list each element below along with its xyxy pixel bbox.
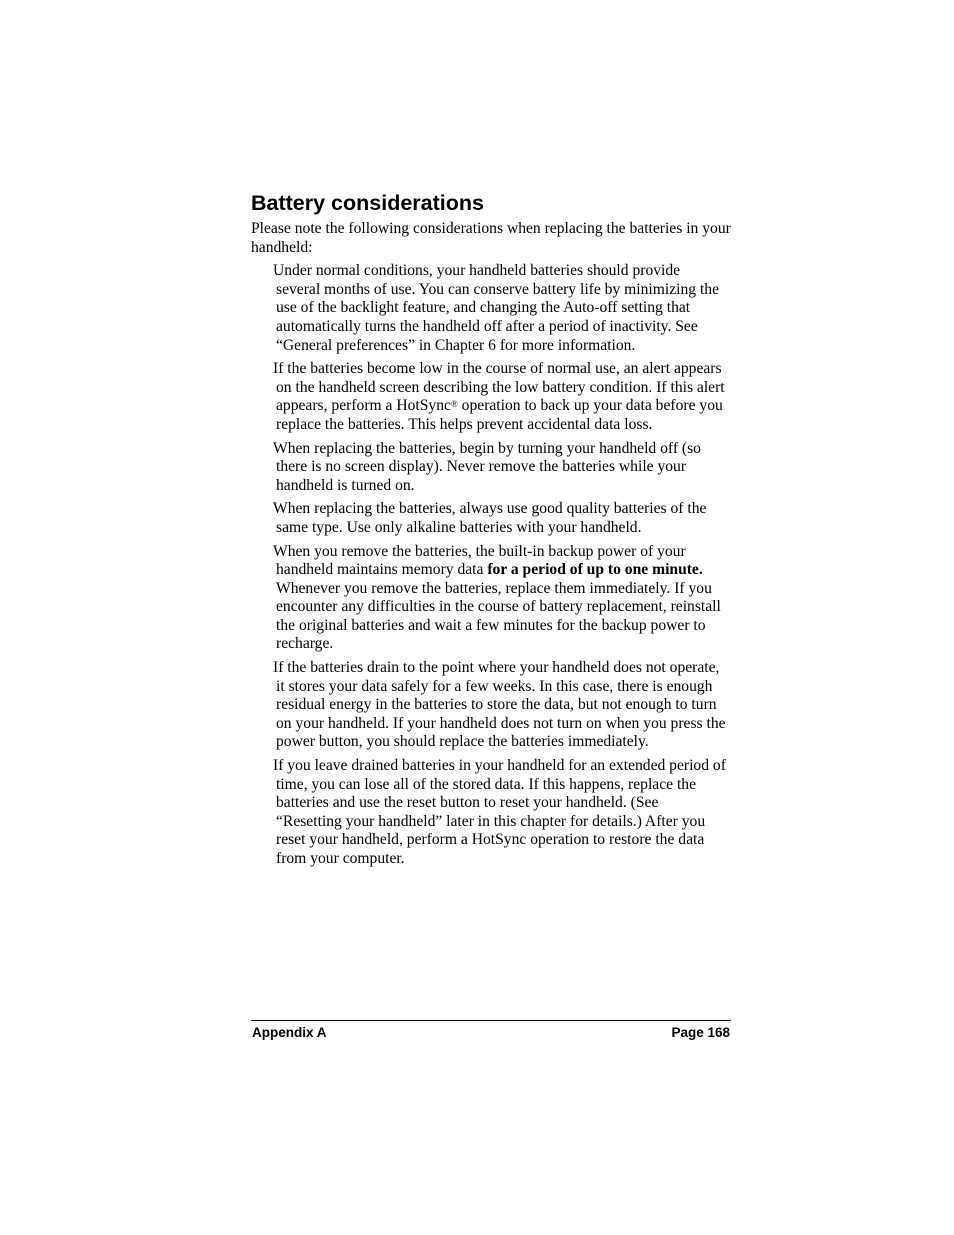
list-item-battery-life: Under normal conditions, your handheld batteries should provide several months of use. You can conserve battery life by minimizing the use of the backlight feature, and changing the Auto-off setting that automatically turns the handheld off after a period of inactivity. See “General preferences” in Chapter 6 for more information.	[273, 262, 720, 354]
footer-section-label: Appendix A	[252, 1025, 327, 1040]
list-item-drained-batteries: If the batteries drain to the point where your handheld does not operate, it stores your data safely for a few weeks. In this case, there is enough residual energy in the batteries to store the data, but not enough to turn on your handheld. If your handheld does not turn on when you press the power button, you should replace the batteries immediately.	[273, 659, 726, 751]
main-content	[251, 189, 731, 874]
registered-mark: ®	[450, 399, 458, 410]
list-item-text: Whenever you remove the batteries, replace them immediately. If you encounter any difficulties in the course of battery replacement, reinstall the original batteries and wait a few minutes for the backup power to recharge.	[276, 579, 721, 653]
list-item-backup-power	[251, 543, 728, 655]
list-item-data-loss: If you leave drained batteries in your handheld for an extended period of time, you can lose all of the stored data. If this happens, replace the batteries and use the reset button to reset your handheld. (See “Resetting your handheld” later in this chapter for details.) After you reset your handheld, perform a HotSync operation to restore the data from your computer.	[273, 757, 726, 867]
emphasis-text: for a period of up to one minute.	[487, 561, 703, 579]
list-item-turn-off: When replacing the batteries, begin by turning your handheld off (so there is no screen display). Never remove the batteries while your handheld is turned on.	[273, 439, 701, 494]
list-item-text: When you remove the batteries, the built-in backup power of your handheld maintains memory data	[273, 542, 686, 579]
considerations-list	[251, 262, 731, 868]
list-item-text: operation to back up your data before you replace the batteries. This helps prevent accidental data loss.	[276, 397, 723, 433]
intro-paragraph: Please note the following considerations when replacing the batteries in your handheld:	[251, 220, 731, 256]
page-footer	[251, 1020, 731, 1041]
footer-page-number: Page 168	[671, 1025, 730, 1040]
list-item-text: If the batteries become low in the course of normal use, an alert appears on the handheld screen describing the low battery condition. If this alert appears, perform a HotSync	[273, 360, 725, 415]
list-item-battery-quality: When replacing the batteries, always use good quality batteries of the same type. Use only alkaline batteries with your handheld.	[273, 500, 707, 536]
list-item-low-battery-alert	[251, 360, 728, 434]
section-heading: Battery considerations	[251, 191, 484, 215]
